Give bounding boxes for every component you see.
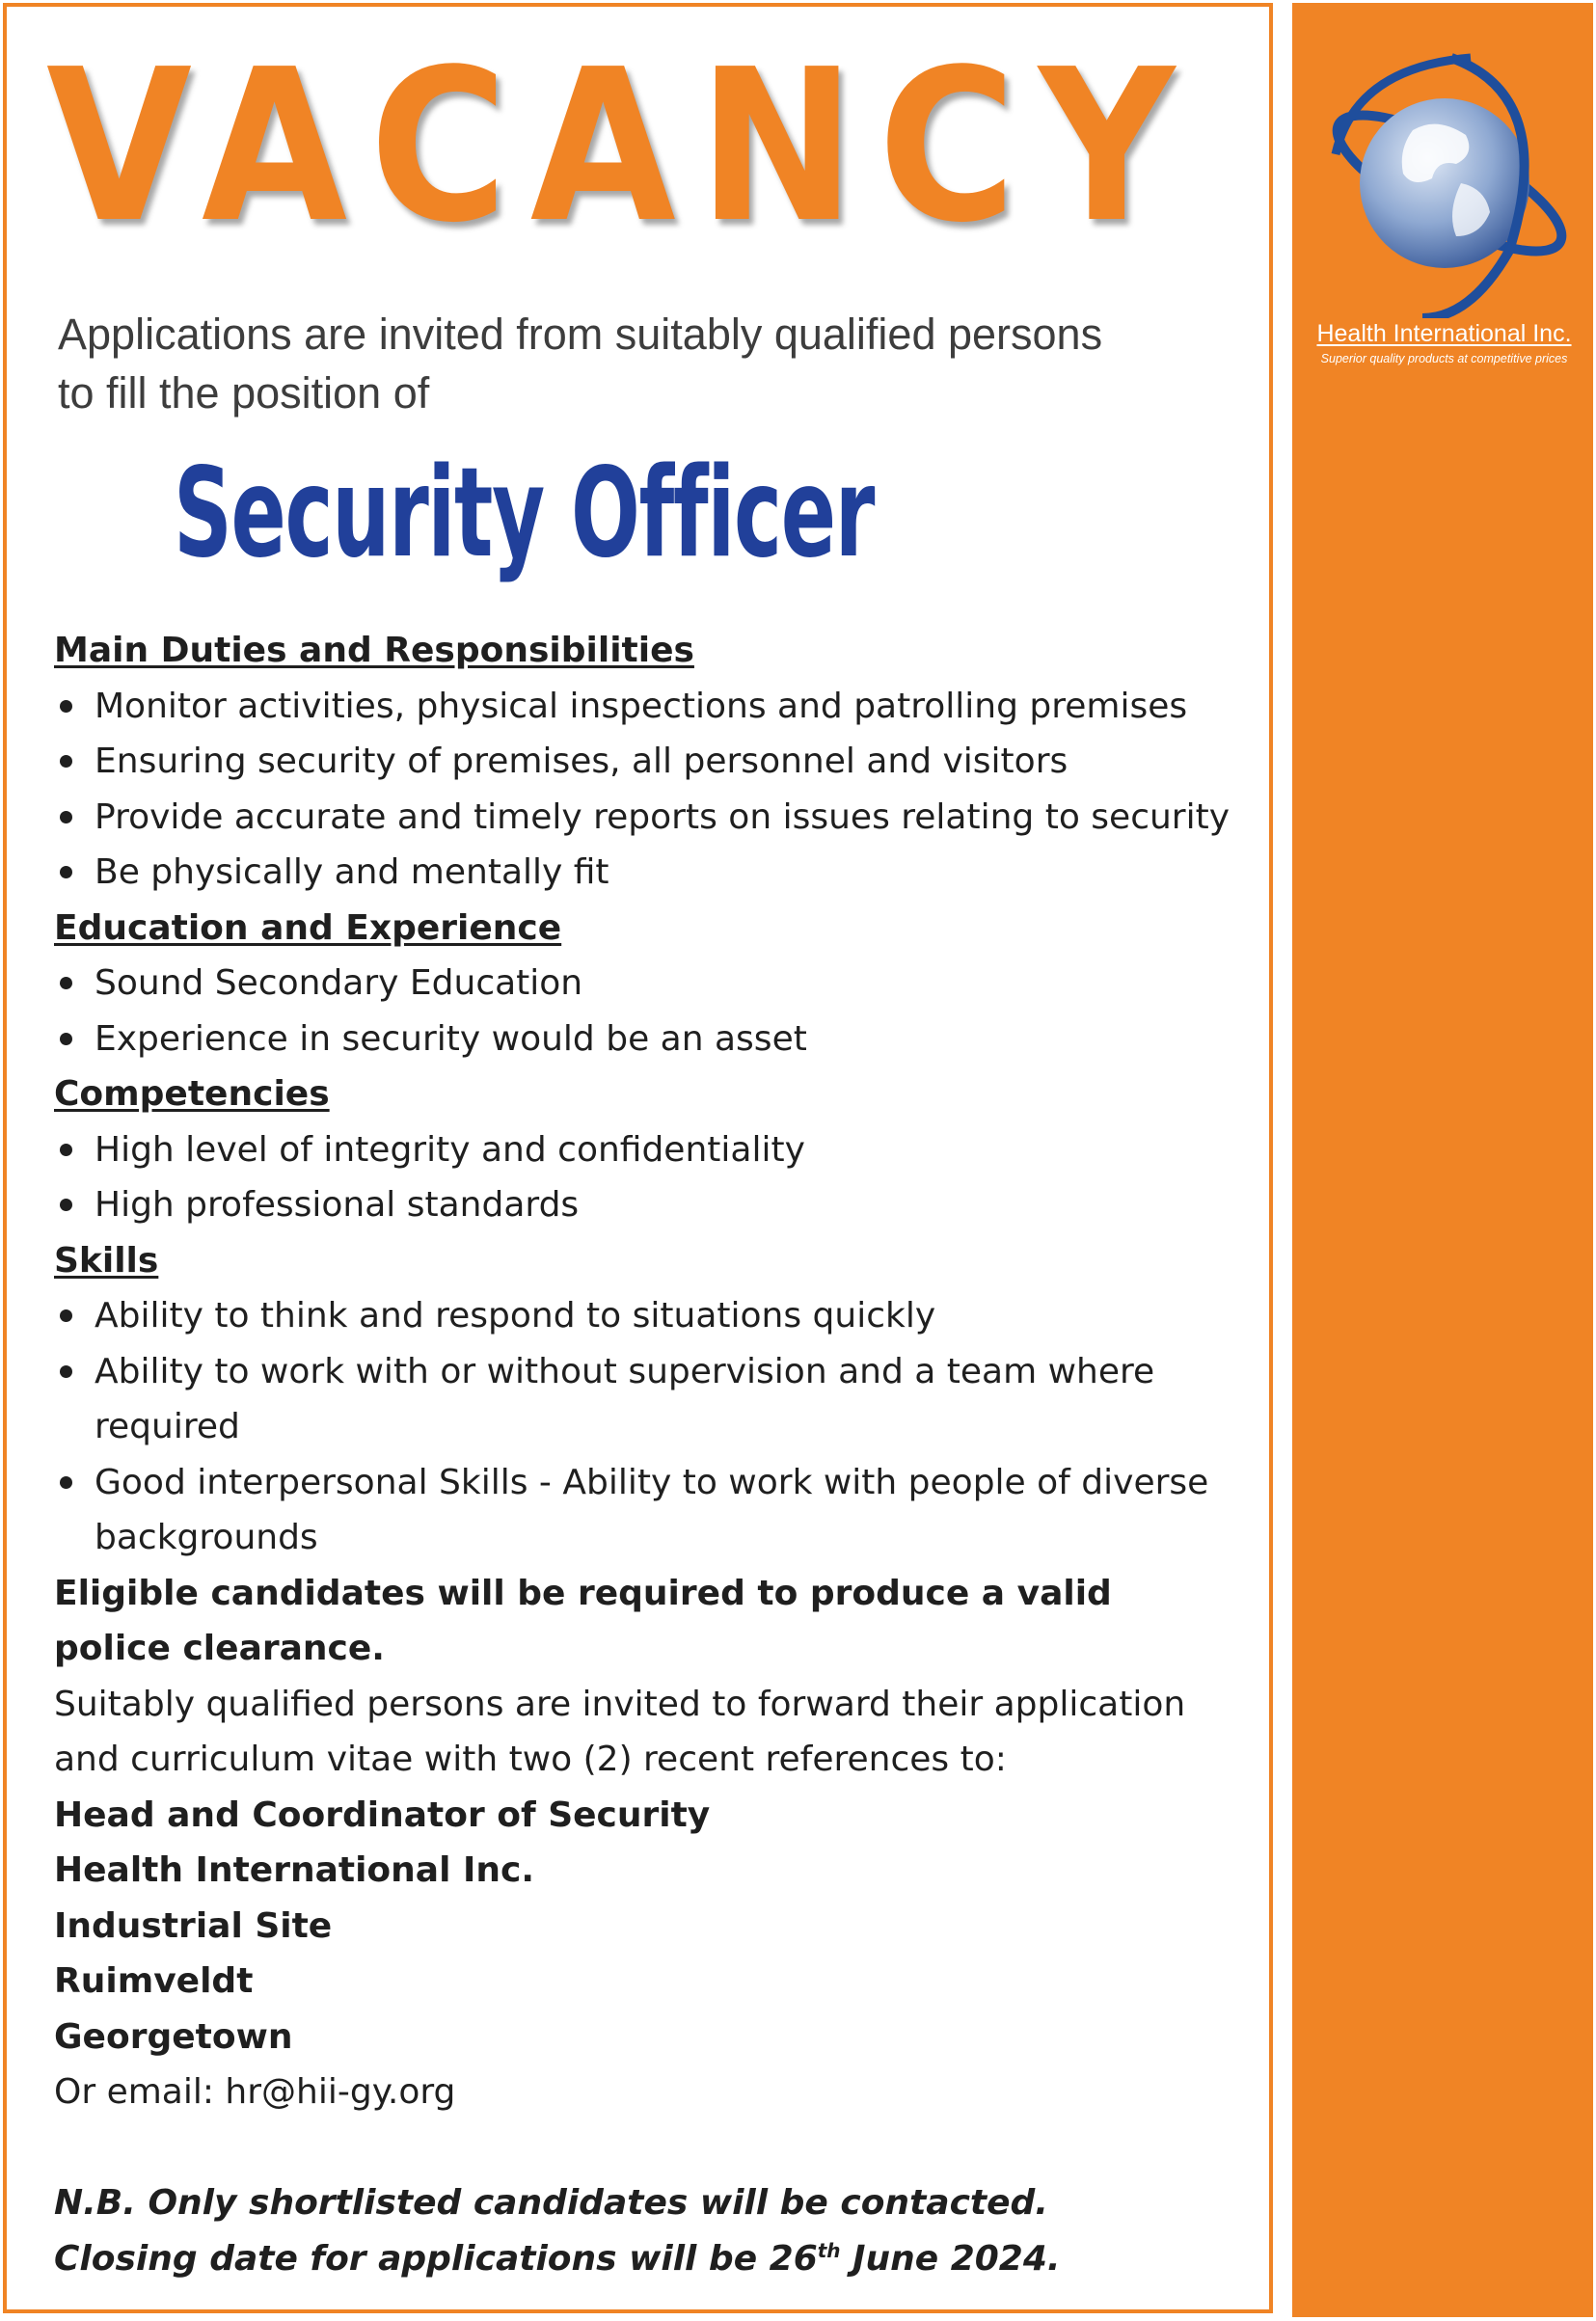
bullet-icon (60, 1309, 72, 1322)
intro-text (58, 305, 1215, 422)
eligibility-note: Eligible candidates will be required to produce a valid police clearance. (54, 1573, 1112, 1668)
list-item (54, 1012, 1259, 1067)
list-item-text: High professional standards (95, 1185, 580, 1225)
vacancy-body (54, 623, 1259, 2286)
list-item (54, 1177, 1259, 1233)
list-item (54, 1288, 1259, 1344)
section-heading-competencies: Competencies (54, 1074, 330, 1114)
position-title: Security Officer (174, 442, 875, 585)
list-item-text: Ability to think and respond to situations quickly (95, 1296, 936, 1336)
list-item-text: High level of integrity and confidentiality (95, 1129, 805, 1170)
address-line-2: Health International Inc. (54, 1850, 534, 1890)
skills-list (54, 1288, 1259, 1566)
address-line-4: Ruimveldt (54, 1961, 254, 2001)
list-item-text: Provide accurate and timely reports on issues relating to security (95, 796, 1231, 837)
company-logo (1297, 39, 1591, 366)
list-item-text: Monitor activities, physical inspections and patrolling premises (95, 686, 1188, 726)
logo-tagline: Superior quality products at competitive prices (1320, 352, 1568, 365)
list-item (54, 790, 1259, 846)
bullet-icon (60, 866, 72, 878)
globe-icon (1307, 39, 1582, 318)
intro-line-2: to fill the position of (58, 368, 430, 418)
list-item (54, 845, 1259, 901)
list-item-text: Sound Secondary Education (95, 963, 583, 1003)
list-item (54, 1344, 1259, 1455)
competencies-list (54, 1122, 1259, 1233)
closing-date-sup: th (817, 2238, 841, 2262)
section-heading-skills: Skills (54, 1240, 159, 1281)
list-item (54, 734, 1259, 790)
list-item-text: Be physically and mentally fit (95, 852, 609, 892)
spacer (54, 2120, 1259, 2176)
intro-line-1: Applications are invited from suitably qualified persons (58, 310, 1103, 359)
shortlist-note: N.B. Only shortlisted candidates will be contacted. (54, 2183, 1048, 2223)
address-line-1: Head and Coordinator of Security (54, 1795, 711, 1835)
bullet-icon (60, 1144, 72, 1156)
bullet-icon (60, 700, 72, 713)
list-item-text: Experience in security would be an asset (95, 1018, 807, 1059)
list-item-text: Good interpersonal Skills - Ability to work with people of diverse backgrounds (95, 1462, 1209, 1557)
bullet-icon (60, 1476, 72, 1489)
section-heading-duties: Main Duties and Responsibilities (54, 631, 694, 670)
list-item-text: Ability to work with or without supervision and a team where required (95, 1351, 1155, 1446)
bullet-icon (60, 1033, 72, 1045)
list-item (54, 1455, 1259, 1566)
list-item (54, 679, 1259, 735)
bullet-icon (60, 1199, 72, 1211)
bullet-icon (60, 755, 72, 768)
closing-date-suffix: June 2024. (840, 2238, 1061, 2279)
address-line-3: Industrial Site (54, 1905, 333, 1946)
duties-list (54, 679, 1259, 901)
address-line-5: Georgetown (54, 2016, 293, 2057)
vacancy-headline: VACANCY (46, 25, 1198, 269)
list-item (54, 1122, 1259, 1178)
bullet-icon (60, 1365, 72, 1378)
closing-date-prefix: Closing date for applications will be 26 (54, 2238, 818, 2279)
invitation-text: Suitably qualified persons are invited to forward their application and curriculum vitae with two (2) recent references to: (54, 1684, 1186, 1779)
email-line: Or email: hr@hii-gy.org (54, 2072, 456, 2112)
bullet-icon (60, 811, 72, 823)
list-item (54, 956, 1259, 1012)
logo-company-name: Health International Inc. (1316, 320, 1572, 347)
section-heading-education: Education and Experience (54, 907, 562, 948)
closing-date-note (54, 2231, 1259, 2287)
bullet-icon (60, 977, 72, 989)
education-list (54, 956, 1259, 1066)
list-item-text: Ensuring security of premises, all personnel and visitors (95, 742, 1069, 781)
